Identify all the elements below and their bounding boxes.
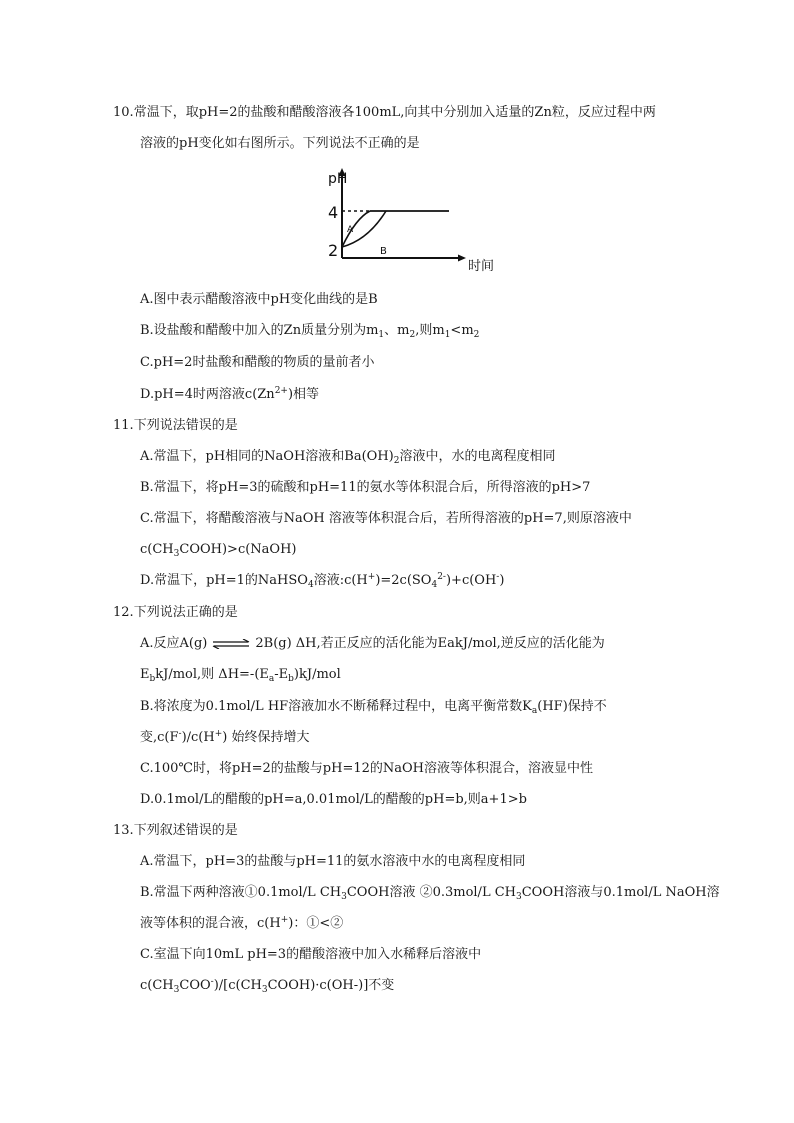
q11-title xyxy=(113,418,238,434)
q12-option-a-line1 xyxy=(140,636,605,652)
q11-d-sup3: - xyxy=(496,572,500,582)
q11-option-a xyxy=(140,449,556,465)
q13-option-a: A.常温下，pH=3的盐酸与pH=11的氨水溶液中水的电离程度相同 xyxy=(140,854,526,869)
q12-title xyxy=(113,605,238,621)
q11-option-d xyxy=(140,573,504,589)
q13-c-sup: - xyxy=(210,977,214,987)
q10-b-sub1: 1 xyxy=(378,330,385,340)
q11-a-sub: 2 xyxy=(393,456,400,466)
q11-c-text2: COOH)>c(NaOH) xyxy=(179,542,297,557)
q13-option-b-line1 xyxy=(140,885,720,901)
q10-d-text2: )相等 xyxy=(287,387,320,402)
q11-title-text: 下列说法错误的是 xyxy=(133,418,238,433)
q12-b2-text2: )/c(H xyxy=(181,730,215,745)
q10-d-sup: 2+ xyxy=(274,386,288,396)
q13-c-text4: COOH)·c(OH-)]不变 xyxy=(267,978,395,993)
q11-d-sub2: 4 xyxy=(431,580,438,590)
q10-b-text2: 、m xyxy=(384,323,410,338)
q12-option-d: D.0.1mol/L的醋酸的pH=a,0.01mol/L的醋酸的pH=b,则a+1>b xyxy=(140,792,527,807)
q13-title xyxy=(113,823,238,839)
q10-number: 10. xyxy=(113,105,134,120)
q11-d-text: D.常温下，pH=1的NaHSO xyxy=(140,573,308,588)
q13-b-sub1: 3 xyxy=(341,892,347,902)
q10-option-b xyxy=(140,323,479,339)
q12-a2-sub1: b xyxy=(149,674,156,684)
q10-b-text: B.设盐酸和醋酸中加入的Zn质量分别为m xyxy=(140,323,379,338)
q13-b-text: B.常温下两种溶液①0.1mol/L CH xyxy=(140,885,342,900)
q13-b2-text: 液等体积的混合液，c(H xyxy=(140,916,281,931)
y-axis-label: pH xyxy=(328,171,348,187)
q13-c-text3: )/[c(CH xyxy=(213,978,262,993)
q12-a2-text4: )kJ/mol xyxy=(293,667,341,682)
q10-line1 xyxy=(113,105,656,121)
q11-a-text: A.常温下，pH相同的NaOH溶液和Ba(OH) xyxy=(140,449,394,464)
q11-option-c-line2 xyxy=(140,542,296,558)
q11-d-sub1: 4 xyxy=(307,580,314,590)
q13-option-b-line2 xyxy=(140,916,343,932)
q12-b2-text: 变,c(F xyxy=(140,730,179,745)
tick-4: 4 xyxy=(328,203,339,222)
q12-a-text2: 2B(g) ΔH,若正反应的活化能为EakJ/mol,逆反应的活化能为 xyxy=(255,636,605,651)
q12-a2-text: E xyxy=(140,667,150,682)
q13-c-sub2: 3 xyxy=(261,985,268,995)
q12-a2-sub2: a xyxy=(268,674,275,684)
q10-b-sub4: 2 xyxy=(473,330,480,340)
q10-b-text4: <m xyxy=(450,323,474,338)
q12-option-a-line2 xyxy=(140,667,341,683)
curve-a-label: A xyxy=(347,225,354,235)
q10-d-text: D.pH=4时两溶液c(Zn xyxy=(140,387,275,402)
tick-2: 2 xyxy=(328,241,339,260)
q11-option-c-line1: C.常温下，将醋酸溶液与NaOH 溶液等体积混合后，若所得溶液的pH=7,则原溶液中 xyxy=(140,511,632,526)
q12-option-c: C.100℃时，将pH=2的盐酸与pH=12的NaOH溶液等体积混合，溶液显中性 xyxy=(140,761,594,776)
q11-c-sub: 3 xyxy=(173,549,180,559)
q13-b-text3: COOH溶液与0.1mol/L NaOH溶 xyxy=(521,885,720,900)
q12-number: 12. xyxy=(113,605,134,620)
q13-option-c-line2 xyxy=(140,978,394,994)
q13-option-c-line1: C.室温下向10mL pH=3的醋酸溶液中加入水稀释后溶液中 xyxy=(140,947,482,962)
q13-b-sub2: 3 xyxy=(516,892,522,902)
equilibrium-arrow-icon xyxy=(211,639,251,649)
q12-b-sub: a xyxy=(531,706,538,716)
q11-number: 11. xyxy=(113,418,134,433)
q13-c-text: c(CH xyxy=(140,978,174,993)
q10-option-d xyxy=(140,387,319,403)
q10-stem-1: 常温下，取pH=2的盐酸和醋酸溶液各100mL,向其中分别加入适量的Zn粒，反应过程中两 xyxy=(133,105,656,120)
q11-d-text3: )=2c(SO xyxy=(375,573,432,588)
q10-stem-2: 溶液的pH变化如右图所示。下列说法不正确的是 xyxy=(140,136,420,151)
ph-time-graph xyxy=(326,166,502,278)
q10-b-sub2: 2 xyxy=(409,330,416,340)
q12-b2-text3: ) 始终保持增大 xyxy=(222,730,310,745)
q12-a2-text3: -E xyxy=(274,667,289,682)
q11-c-text: c(CH xyxy=(140,542,174,557)
q11-d-sup2: 2- xyxy=(437,572,446,582)
curve-b-label: B xyxy=(380,246,387,257)
q13-title-text: 下列叙述错误的是 xyxy=(133,823,238,838)
q12-b2-sup1: - xyxy=(178,729,182,739)
q13-c-text2: COO xyxy=(179,978,211,993)
q10-b-text3: ,则m xyxy=(415,323,445,338)
q13-c-sub1: 3 xyxy=(173,985,180,995)
q11-a-text2: 溶液中，水的电离程度相同 xyxy=(399,449,556,464)
q11-d-text5: ) xyxy=(499,573,505,588)
q12-a2-sub3: b xyxy=(288,674,294,684)
q11-d-text4: )+c(OH xyxy=(445,573,497,588)
q12-option-b-line2 xyxy=(140,730,309,746)
q12-title-text: 下列说法正确的是 xyxy=(133,605,238,620)
q11-d-sup1: + xyxy=(367,572,376,582)
q13-b-text2: COOH溶液 ②0.3mol/L CH xyxy=(346,885,516,900)
q13-b2-text2: )：①<② xyxy=(288,916,344,931)
q12-option-b-line1 xyxy=(140,699,607,715)
q10-option-a: A.图中表示醋酸溶液中pH变化曲线的是B xyxy=(140,292,378,307)
q11-option-b: B.常温下，将pH=3的硫酸和pH=11的氨水等体积混合后，所得溶液的pH>7 xyxy=(140,480,591,495)
q10-option-c: C.pH=2时盐酸和醋酸的物质的量前者小 xyxy=(140,355,375,370)
q13-b2-sup: + xyxy=(280,915,289,925)
x-axis-label: 时间 xyxy=(468,259,495,274)
q10-b-sub3: 1 xyxy=(444,330,451,340)
q12-b2-sup2: + xyxy=(214,729,223,739)
q12-b-text: B.将浓度为0.1mol/L HF溶液加水不断稀释过程中，电离平衡常数K xyxy=(140,699,532,714)
q12-a-text: A.反应A(g) xyxy=(140,636,208,651)
q13-number: 13. xyxy=(113,823,134,838)
q11-d-text2: 溶液:c(H xyxy=(313,573,368,588)
q12-a2-text2: kJ/mol,则 ΔH=-(E xyxy=(155,667,269,682)
q12-b-text2: (HF)保持不 xyxy=(537,699,607,714)
x-axis-arrow xyxy=(458,255,466,262)
